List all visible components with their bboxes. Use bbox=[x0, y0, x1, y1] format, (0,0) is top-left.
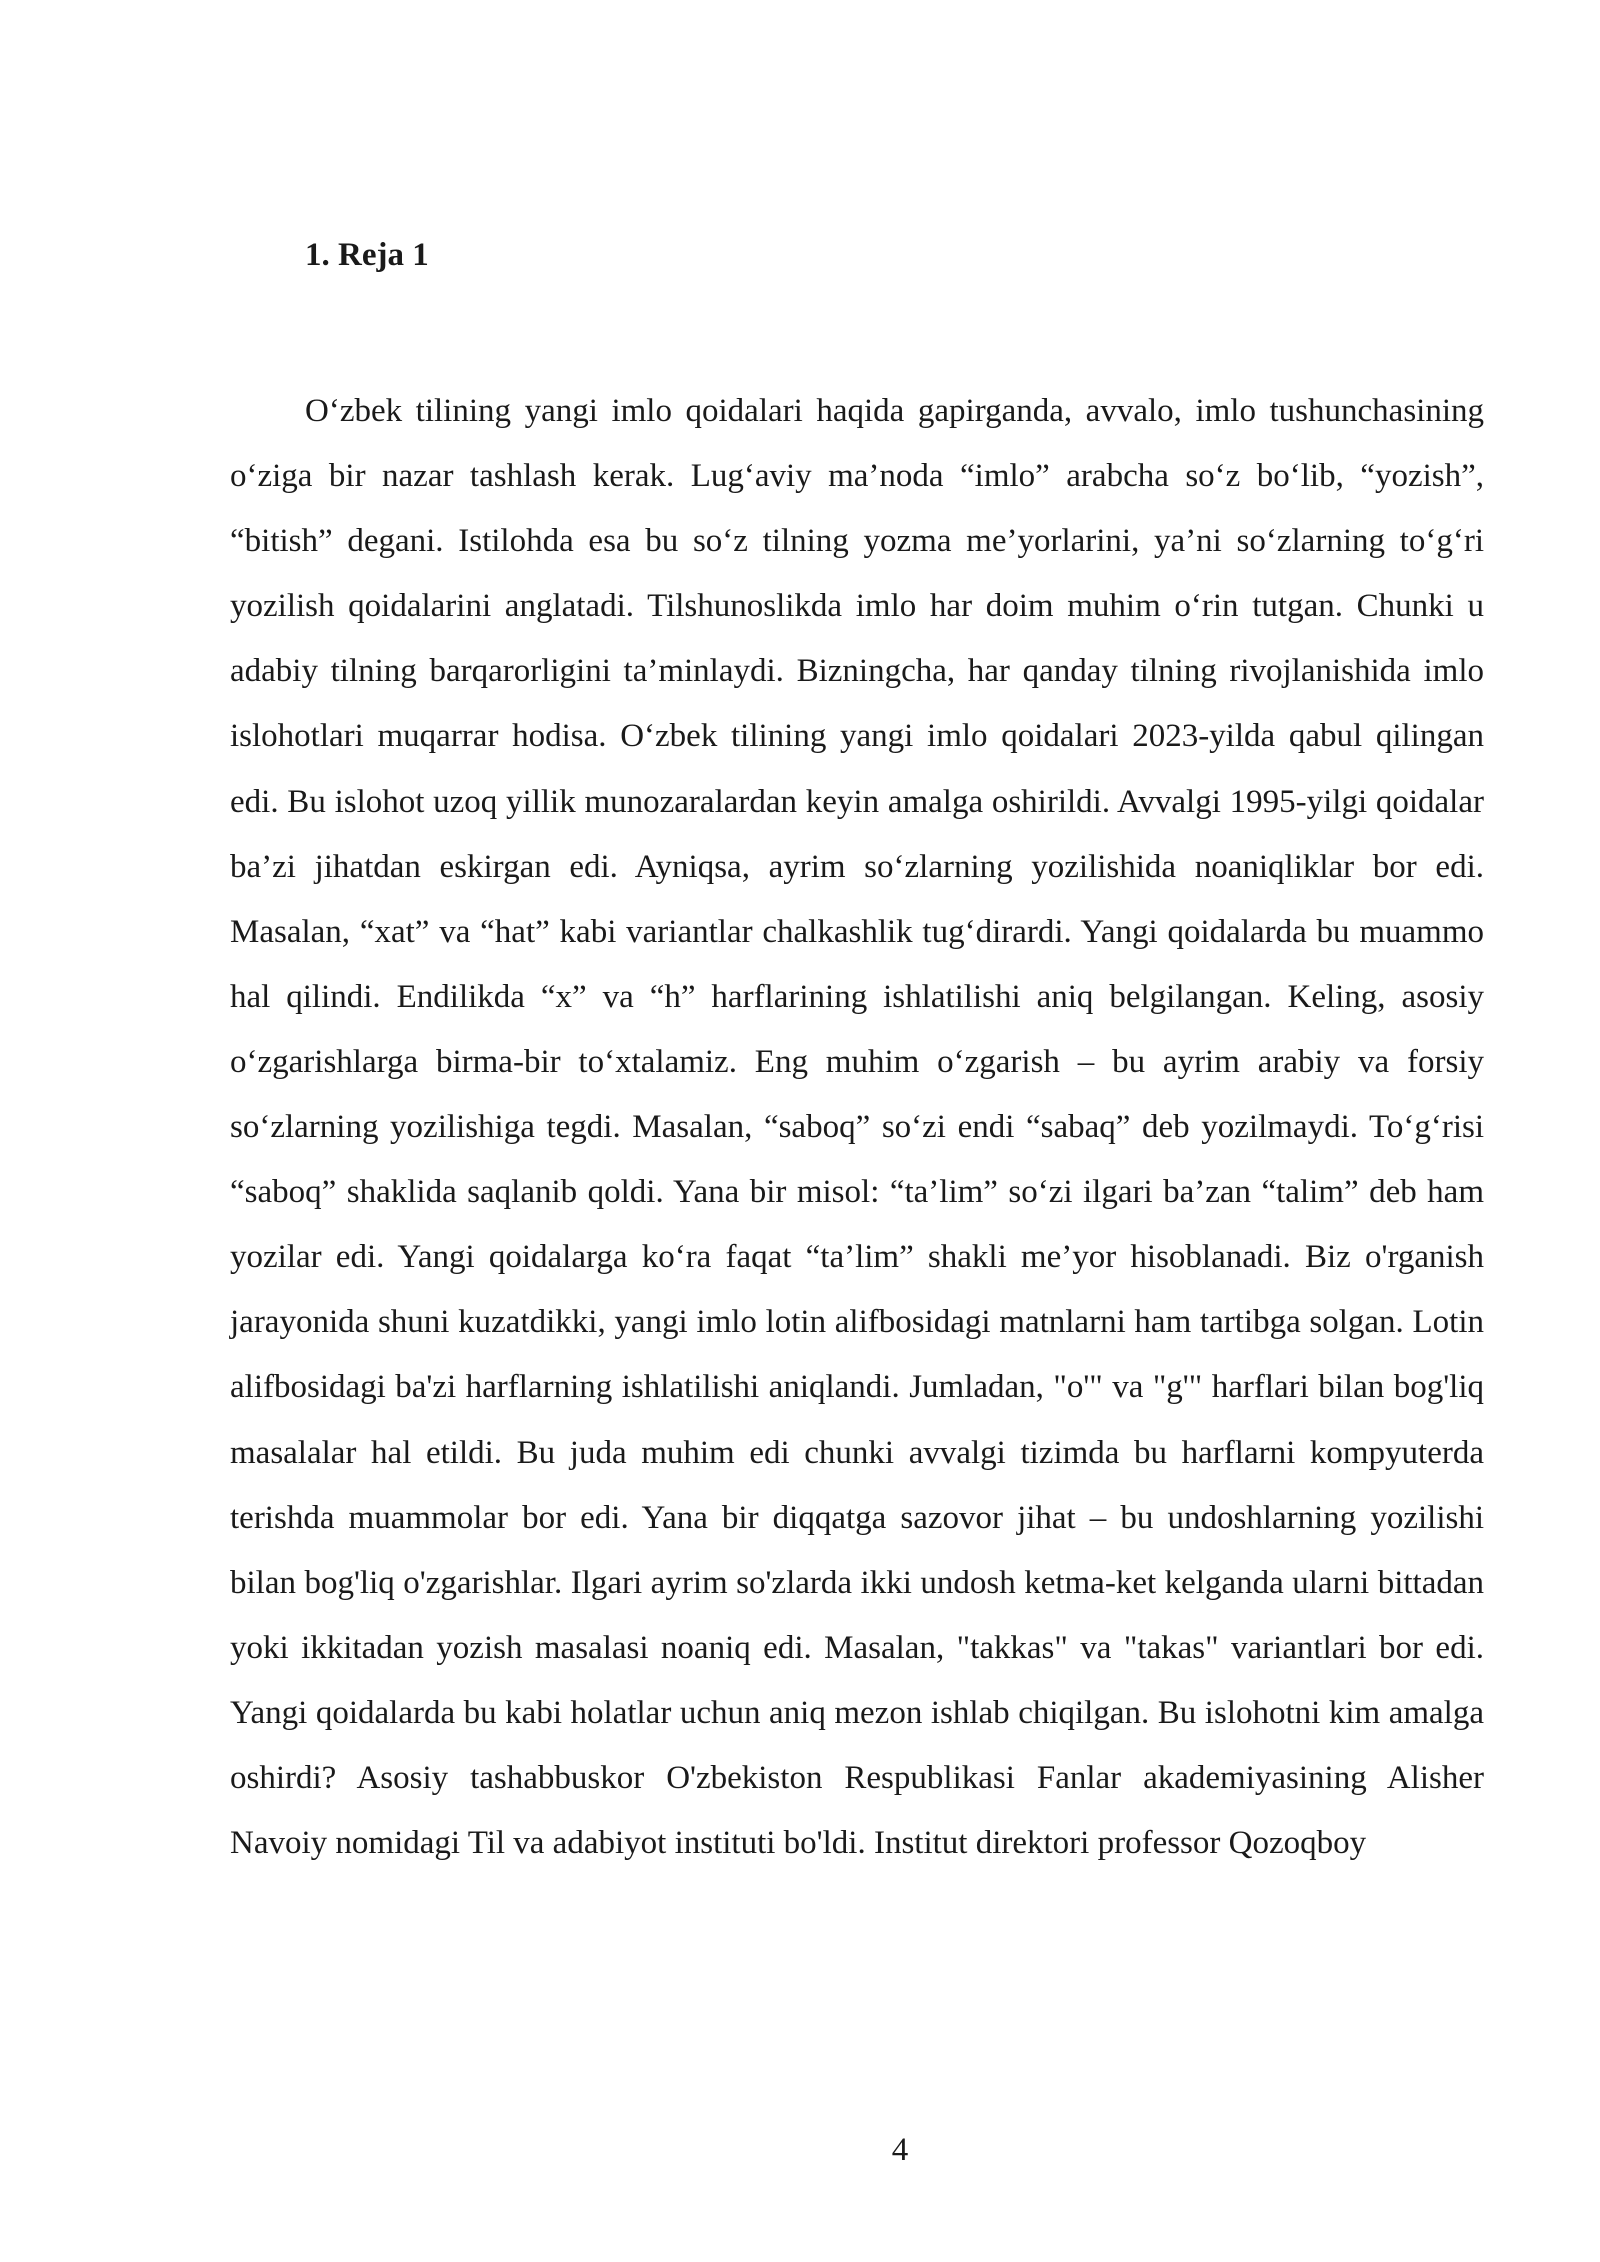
section-heading: 1. Reja 1 bbox=[305, 237, 429, 273]
body-paragraph: O‘zbek tilining yangi imlo qoidalari haqida gapirganda, avvalo, imlo tushunchasining o‘ziga bir nazar tashlash kerak. Lug‘aviy ma’noda “imlo” arabcha so‘z bo‘lib, “yozish”, “bitish” degani. Istilohda esa bu so‘z tilning yozma me’yorlarini, ya’ni so‘zlarning to‘g‘ri yozilish qoidalarini anglatadi. Tilshunoslikda imlo har doim muhim o‘rin tutgan. Chunki u adabiy tilning barqarorligini ta’minlaydi. Bizningcha, har qanday tilning rivojlanishida imlo islohotlari muqarrar hodisa. O‘zbek tilining yangi imlo qoidalari 2023-yilda qabul qilingan edi. Bu islohot uzoq yillik munozaralardan keyin amalga oshirildi. Avvalgi 1995-yilgi qoidalar ba’zi jihatdan eskirgan edi. Ayniqsa, ayrim so‘zlarning yozilishida noaniqliklar bor edi. Masalan, “xat” va “hat” kabi variantlar chalkashlik tug‘dirardi. Yangi qoidalarda bu muammo hal qilindi. Endilikda “x” va “h” harflarining ishlatilishi aniq belgilangan. Keling, asosiy o‘zgarishlarga birma-bir to‘xtalamiz. Eng muhim o‘zgarish – bu ayrim arabiy va forsiy so‘zlarning yozilishiga tegdi. Masalan, “saboq” so‘zi endi “sabaq” deb yozilmaydi. To‘g‘risi “saboq” shaklida saqlanib qoldi. Yana bir misol: “ta’lim” so‘zi ilgari ba’zan “talim” deb ham yozilar edi. Yangi qoidalarga ko‘ra faqat “ta’lim” shakli me’yor hisoblanadi. Biz o'rganish jarayonida shuni kuzatdikki, yangi imlo lotin alifbosidagi matnlarni ham tartibga solgan. Lotin alifbosidagi ba'zi harflarning ishlatilishi aniqlandi. Jumladan, "o'" va "g'" harflari bilan bog'liq masalalar hal etildi. Bu juda muhim edi chunki avvalgi tizimda bu harflarni kompyuterda terishda muammolar bor edi. Yana bir diqqatga sazovor jihat – bu undoshlarning yozilishi bilan bog'liq o'zgarishlar. Ilgari ayrim so'zlarda ikki undosh ketma-ket kelganda ularni bittadan yoki ikkitadan yozish masalasi noaniq edi. Masalan, "takkas" va "takas" variantlari bor edi. Yangi qoidalarda bu kabi holatlar uchun aniq mezon ishlab chiqilgan. Bu islohotni kim amalga oshirdi? Asosiy tashabbuskor O'zbekiston Respublikasi Fanlar akademiyasining Alisher Navoiy nomidagi Til va adabiyot instituti bo'ldi. Institut direktori professor Qozoqboy bbox=[230, 393, 1484, 1862]
page-number: 4 bbox=[891, 2132, 909, 2168]
